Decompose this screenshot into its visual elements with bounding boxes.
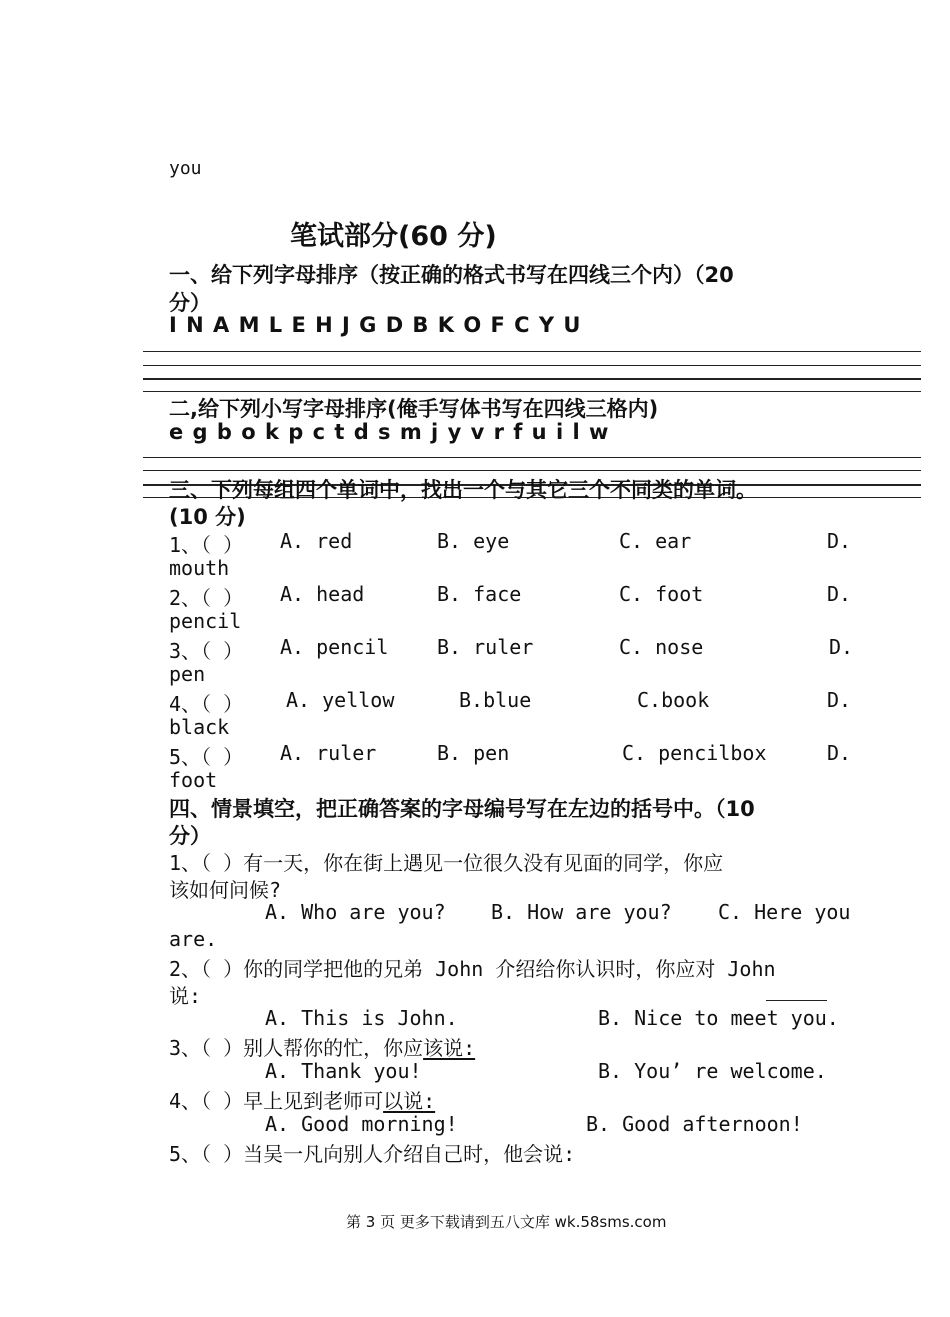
option-d-word: pen xyxy=(169,662,206,686)
option-a: A. head xyxy=(280,582,365,606)
section-2-letters: e g b o k p c t d s m j y v r f u i l w xyxy=(169,420,610,444)
option-d: D. xyxy=(827,582,852,606)
writing-line xyxy=(143,365,921,366)
option-c: C. pencilbox xyxy=(622,741,767,765)
option-d: D. xyxy=(827,741,852,765)
option-c: C. foot xyxy=(619,582,704,606)
situation-question-5: 5、（ ）当吴一凡向别人介绍自己时，他会说: xyxy=(169,1142,576,1166)
option-a: A. Good morning! xyxy=(265,1112,458,1136)
option-d: D. xyxy=(829,635,854,659)
header-word: you xyxy=(169,158,202,179)
option-a: A. Who are you? xyxy=(265,900,446,924)
option-c: C. nose xyxy=(619,635,704,659)
situation-question-4 xyxy=(169,1085,435,1114)
situation-question-3 xyxy=(169,1032,475,1061)
question-text: 3、（ ）别人帮你的忙，你应 xyxy=(169,1036,424,1060)
option-a: A. yellow xyxy=(286,688,395,712)
situation-question-1: 1、（ ）有一天，你在街上遇见一位很久没有见面的同学，你应 xyxy=(169,851,724,875)
section-3-title: 三、下列每组四个单词中，找出一个与其它三个不同类的单词。 xyxy=(169,478,757,502)
section-4-title-cont: 分） xyxy=(169,824,211,848)
situation-question-2: 2、（ ）你的同学把他的兄弟 John 介绍给你认识时，你应对 John xyxy=(169,957,776,981)
writing-line xyxy=(143,391,921,392)
situation-question-1-cont: 该如何问候? xyxy=(169,878,282,902)
question-number: 1、（ ） xyxy=(169,533,244,557)
option-d-word: black xyxy=(169,715,230,739)
page-title: 笔试部分(60 分) xyxy=(290,221,497,252)
section-2-title: 二,给下列小写字母排序(俺手写体书写在四线三格内) xyxy=(169,397,659,421)
section-3-title-cont: (10 分) xyxy=(169,505,246,529)
option-a: A. red xyxy=(280,529,353,553)
option-a: A. ruler xyxy=(280,741,377,765)
section-1-letters: I N A M L E H J G D B K O F C Y U xyxy=(169,313,582,337)
answer-blank-line xyxy=(766,1000,827,1001)
question-number: 2、（ ） xyxy=(169,586,244,610)
option-d: D. xyxy=(827,529,852,553)
writing-line xyxy=(143,351,921,352)
option-b: B. Good afternoon! xyxy=(586,1112,803,1136)
question-number: 4、（ ） xyxy=(169,692,244,716)
underlined-text: 该说: xyxy=(423,1036,476,1060)
option-c: C. Here you xyxy=(718,900,851,924)
underlined-text: 以说: xyxy=(383,1089,436,1113)
page-footer: 第 3 页 更多下载请到五八文库 wk.58sms.com xyxy=(346,1213,667,1231)
question-text: 4、（ ）早上见到老师可 xyxy=(169,1089,384,1113)
option-b: B. ruler xyxy=(437,635,534,659)
option-b: B. How are you? xyxy=(491,900,672,924)
option-b: B. pen xyxy=(437,741,510,765)
writing-line xyxy=(143,378,921,380)
question-number: 5、（ ） xyxy=(169,745,244,769)
option-c: C. ear xyxy=(619,529,692,553)
option-d-word: mouth xyxy=(169,556,230,580)
option-d: D. xyxy=(827,688,852,712)
option-b: B. eye xyxy=(437,529,510,553)
option-d-word: pencil xyxy=(169,609,242,633)
option-c-cont: are. xyxy=(169,927,218,951)
option-d-word: foot xyxy=(169,768,218,792)
option-b: B. You’ re welcome. xyxy=(598,1059,827,1083)
option-a: A. pencil xyxy=(280,635,389,659)
option-c: C.book xyxy=(637,688,710,712)
writing-line xyxy=(143,470,921,471)
option-b: B. face xyxy=(437,582,522,606)
situation-question-2-cont: 说: xyxy=(169,984,202,1008)
option-a: A. Thank you! xyxy=(265,1059,422,1083)
section-4-title: 四、情景填空，把正确答案的字母编号写在左边的括号中。（10 xyxy=(169,797,755,821)
option-a: A. This is John. xyxy=(265,1006,458,1030)
option-b: B.blue xyxy=(459,688,532,712)
writing-line xyxy=(143,457,921,458)
section-1-title-cont: 分） xyxy=(169,291,211,315)
section-1-title: 一、给下列字母排序（按正确的格式书写在四线三个内）（20 xyxy=(169,263,734,287)
question-number: 3、（ ） xyxy=(169,639,244,663)
option-b: B. Nice to meet you. xyxy=(598,1006,839,1030)
